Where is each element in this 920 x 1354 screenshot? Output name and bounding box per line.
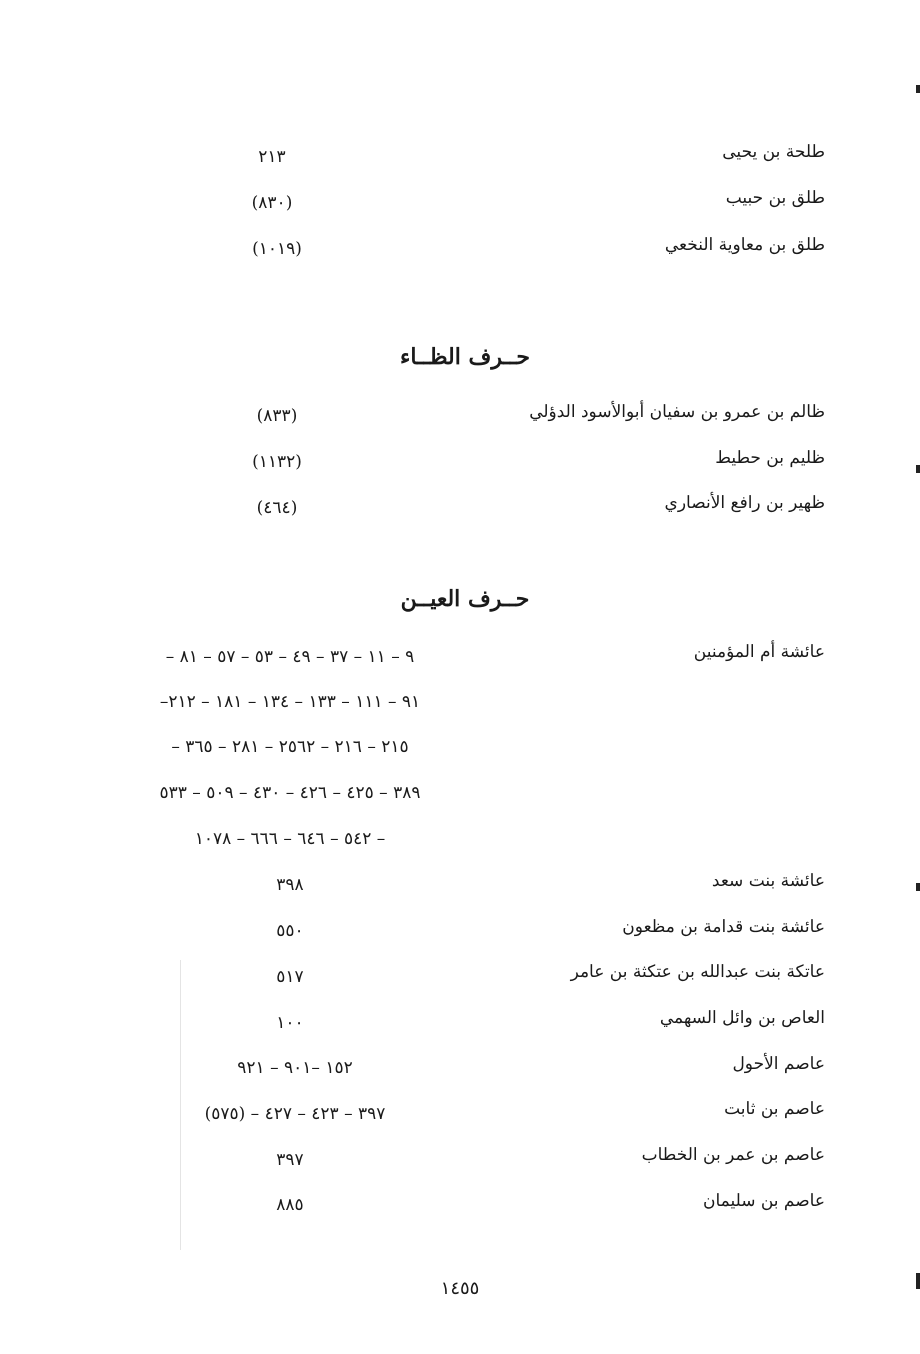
index-entry-refs: (٤٦٤) (256, 498, 298, 518)
edge-mark (916, 465, 920, 473)
index-entry-refs: ١٠٠ (276, 1013, 304, 1033)
index-entry-refs-line: ٢١٥ – ٢١٦ – ٢٥٦٢ – ٢٨١ – ٣٦٥ – (171, 737, 409, 757)
index-entry-name: ظهير بن رافع الأنصاري (664, 493, 825, 513)
edge-mark (916, 883, 920, 891)
section-heading-za: حــرف الظــاء (400, 344, 530, 370)
index-entry-name: طلق بن حبيب (725, 188, 825, 208)
index-entry-refs-line: ٣٨٩ – ٤٢٥ – ٤٢٦ – ٤٣٠ – ٥٠٩ – ٥٣٣ (159, 783, 421, 803)
scan-artifact-line (180, 960, 181, 1250)
index-entry-refs: ١٥٢ –٩٠١ – ٩٢١ (237, 1058, 353, 1078)
index-entry-name: عاتكة بنت عبدالله بن عتكثة بن عامر (570, 962, 825, 982)
index-entry-refs: (١٠١٩) (252, 239, 302, 259)
index-entry-name: طلحة بن يحيى (722, 142, 825, 162)
index-entry-refs: (٨٣٣) (256, 406, 298, 426)
index-entry-name: عاصم بن سليمان (702, 1191, 825, 1211)
index-entry-name: عاصم بن عمر بن الخطاب (641, 1145, 825, 1165)
index-entry-name: عائشة أم المؤمنين (693, 642, 825, 662)
index-entry-refs-line: ٩ – ١١ – ٣٧ – ٤٩ – ٥٣ – ٥٧ – ٨١ – (165, 647, 415, 667)
index-entry-name: العاص بن وائل السهمي (659, 1008, 825, 1028)
index-entry-refs: ٨٨٥ (276, 1195, 304, 1215)
index-entry-name: ظليم بن حطيط (715, 448, 825, 468)
index-entry-refs: (٨٣٠) (251, 193, 293, 213)
index-entry-name: عائشة بنت سعد (711, 871, 825, 891)
index-entry-name: عاصم بن ثابت (724, 1099, 825, 1119)
index-entry-name: ظالم بن عمرو بن سفيان أبوالأسود الدؤلي (529, 402, 825, 422)
index-entry-name: عاصم الأحول (732, 1054, 825, 1074)
edge-mark (916, 1273, 920, 1289)
index-entry-refs: ٥٥٠ (276, 921, 304, 941)
index-entry-name: عائشة بنت قدامة بن مظعون (622, 917, 825, 937)
index-entry-refs: ٣٩٧ (276, 1150, 304, 1170)
index-entry-refs: ٥١٧ (276, 967, 304, 987)
index-entry-name: طلق بن معاوية النخعي (664, 235, 825, 255)
index-entry-refs-line: ٩١ – ١١١ – ١٣٣ – ١٣٤ – ١٨١ – ٢١٢– (159, 692, 421, 712)
index-entry-refs-line: – ٥٤٢ – ٦٤٦ – ٦٦٦ – ١٠٧٨ (194, 829, 386, 849)
section-heading-ain: حــرف العيــن (400, 586, 530, 612)
edge-mark (916, 85, 920, 93)
index-entry-refs: (١١٣٢) (252, 452, 302, 472)
index-entry-refs: ٢١٣ (258, 147, 286, 167)
page-number: ١٤٥٥ (440, 1278, 480, 1299)
index-entry-refs: ٣٩٧ – ٤٢٣ – ٤٢٧ – (٥٧٥) (204, 1104, 386, 1124)
index-entry-refs: ٣٩٨ (276, 875, 304, 895)
